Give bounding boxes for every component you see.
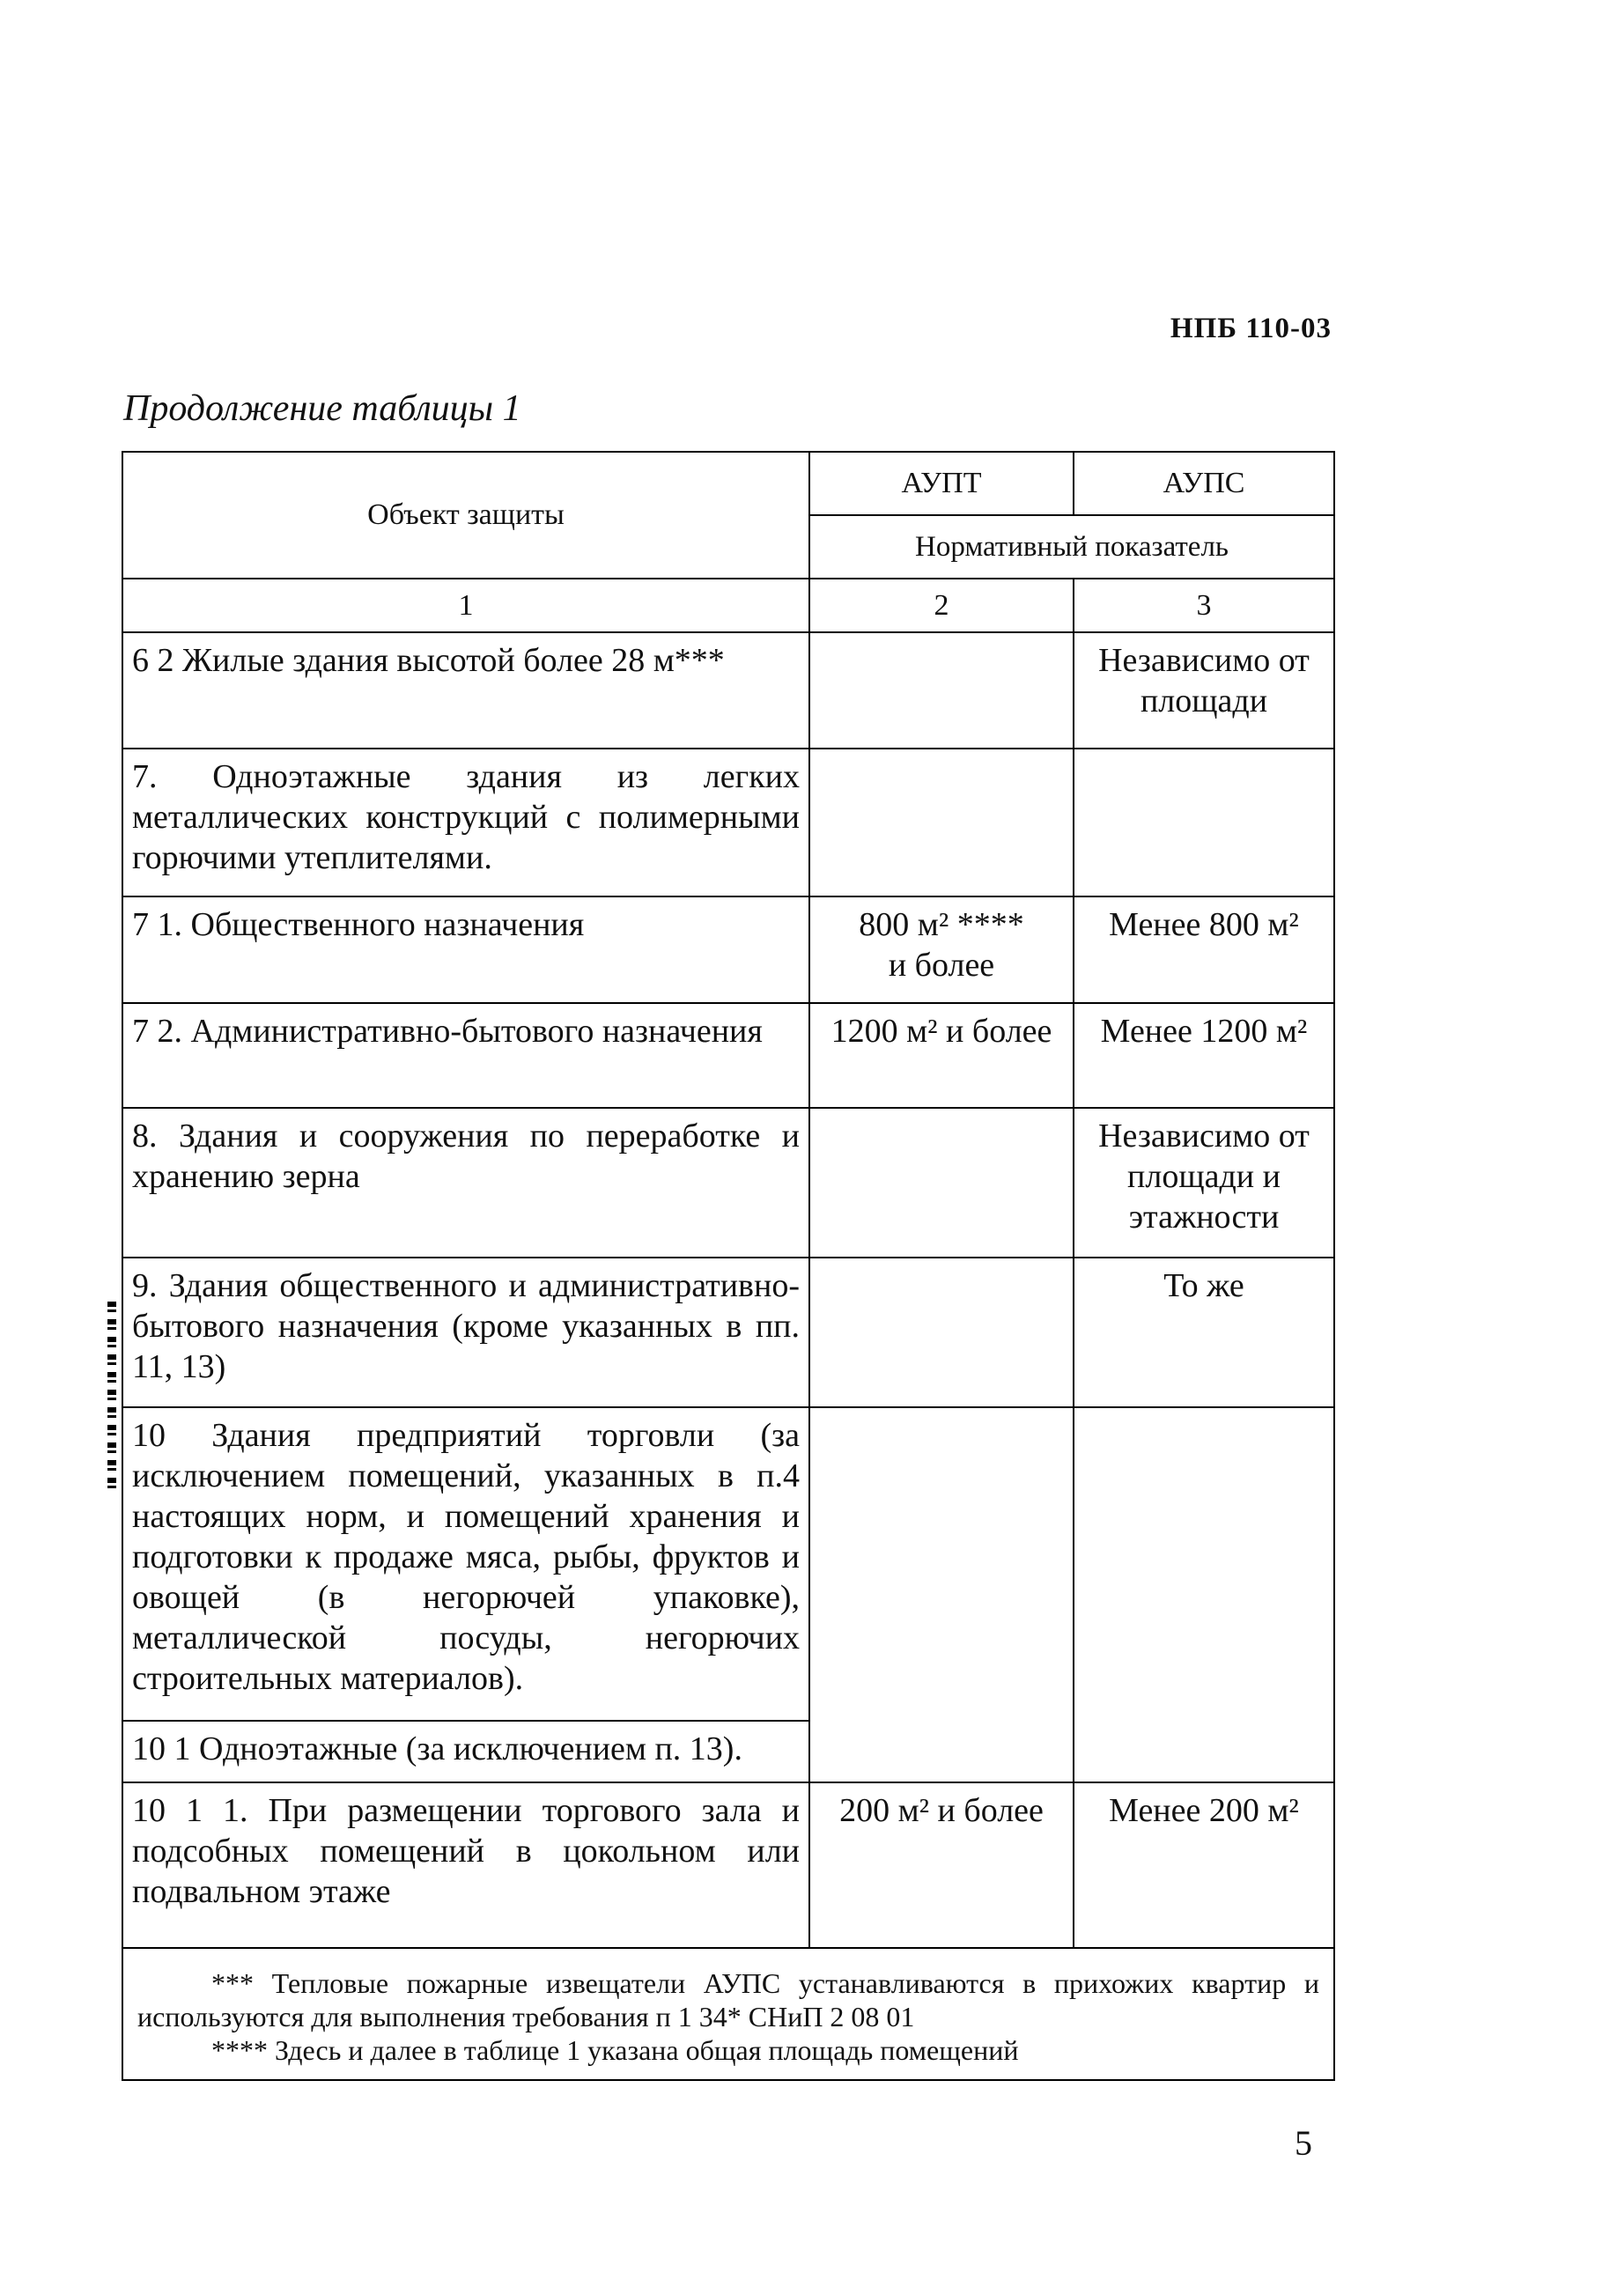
col-number-1: 1 [122,579,809,632]
row-aupt [809,749,1074,896]
page-number: 5 [1295,2123,1312,2163]
row-aups: Менее 200 м² [1074,1782,1334,1948]
row-aupt: 1200 м² и более [809,1003,1074,1108]
row-object: 7 2. Административно-бытового назначения [122,1003,809,1108]
table-row [122,1108,1334,1258]
footnote-2: **** Здесь и далее в таблице 1 указана общая площадь помещений [211,2034,1019,2066]
row-object: 8. Здания и сооружения по переработке и хранению зерна [122,1108,809,1258]
table-row [122,1258,1334,1407]
row-object: 7. Одноэтажные здания из легких металлических конструкций с полимерными горючими утеплителями. [122,749,809,896]
row-object: 10 1 Одноэтажные (за исключением п. 13). [122,1721,809,1782]
row-object: 9. Здания общественного и административно-бытового назначения (кроме указанных в пп. 11, 13) [122,1258,809,1407]
row-aupt [809,1258,1074,1407]
row-object: 6 2 Жилые здания высотой более 28 м*** [122,632,809,749]
row-aups [1074,749,1334,896]
row-aups: Независимо от площади и этажности [1074,1108,1334,1258]
scan-artifact [107,1302,116,1495]
table-row [122,1003,1334,1108]
header-object: Объект защиты [122,452,809,579]
table-row [122,1782,1334,1948]
row-aupt [809,1407,1074,1782]
table-row [122,749,1334,896]
col-number-2: 2 [809,579,1074,632]
footnote-1: *** Тепловые пожарные извещатели АУПС устанавливаются в прихожих квартир и используются для выполнения требования п 1 34* СНиП 2 08 01 [137,1967,1319,2032]
row-aupt: 200 м² и более [809,1782,1074,1948]
row-object: 7 1. Общественного назначения [122,896,809,1003]
header-normative: Нормативный показатель [809,515,1334,579]
col-number-3: 3 [1074,579,1334,632]
document-code: НПБ 110-03 [1170,313,1332,344]
row-aups: Менее 800 м² [1074,896,1334,1003]
row-aups: То же [1074,1258,1334,1407]
table-row [122,896,1334,1003]
row-aupt [809,896,1074,1003]
header-aups: АУПС [1074,452,1334,515]
header-aupt: АУПТ [809,452,1074,515]
row-object: 10 Здания предприятий торговли (за исключением помещений, указанных в п.4 настоящих норм, и помещений хранения и подготовки к продаже мяса, рыбы, фруктов и овощей (в негорючей упаковке), металлической посуды, негорючих строительных материалов). [122,1407,809,1721]
row-aupt [809,632,1074,749]
row-aups: Независимо от площади [1074,632,1334,749]
row-object: 10 1 1. При размещении торгового зала и подсобных помещений в цокольном или подвальном этаже [122,1782,809,1948]
table-row [122,632,1334,749]
footnotes [122,1948,1334,2080]
standards-table [122,451,1335,2081]
row-aupt [809,1108,1074,1258]
row-aups [1074,1407,1334,1782]
row-aups: Менее 1200 м² [1074,1003,1334,1108]
footnotes-row [122,1948,1334,2080]
row-aupt-line-1: 800 м² **** [859,906,1024,943]
table-row [122,1407,1334,1721]
table-caption: Продолжение таблицы 1 [123,388,521,429]
row-aupt-line-2: и более [888,947,995,984]
